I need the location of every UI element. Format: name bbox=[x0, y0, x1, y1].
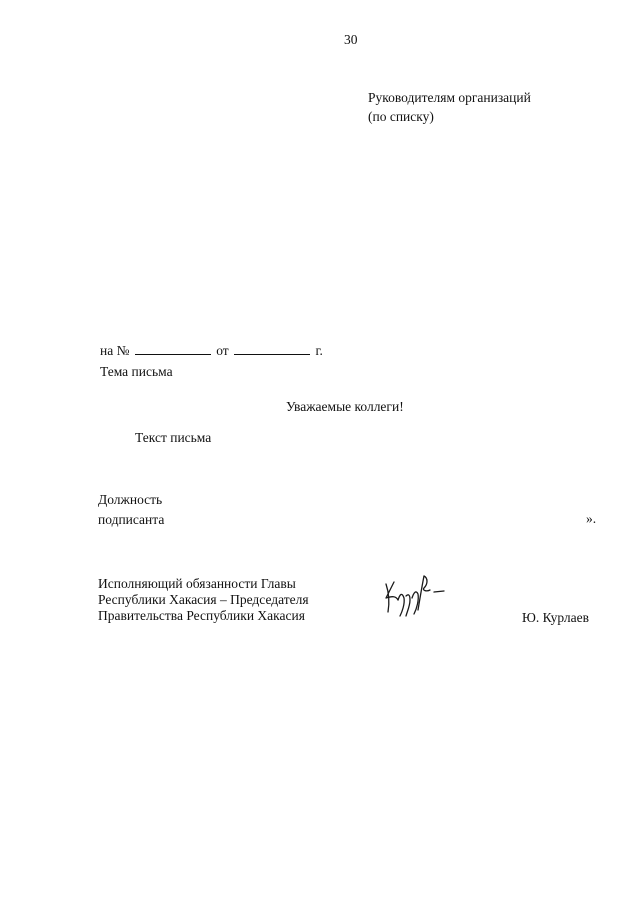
signer-title bbox=[98, 576, 309, 624]
signatory-position bbox=[98, 490, 164, 530]
handwritten-signature bbox=[380, 572, 460, 622]
position-line: подписанта bbox=[98, 512, 165, 527]
letter-body: Текст письма bbox=[135, 430, 212, 445]
addressee-note: (по списку) bbox=[368, 109, 434, 124]
signer-title-line: Исполняющий обязанности Главы bbox=[98, 576, 296, 591]
signer-title-line: Правительства Республики Хакасия bbox=[98, 608, 305, 623]
addressee-line: Руководителям организаций bbox=[368, 90, 531, 105]
reference-year-suffix: г. bbox=[315, 343, 323, 358]
reference-from: от bbox=[216, 343, 229, 358]
signer-name: Ю. Курлаев bbox=[522, 610, 590, 625]
signer-title-line: Республики Хакасия – Председателя bbox=[98, 592, 309, 607]
reference-date-blank bbox=[234, 342, 310, 355]
reference-line bbox=[100, 342, 323, 359]
page-number: 30 bbox=[344, 32, 358, 47]
letter-subject: Тема письма bbox=[100, 364, 173, 379]
closing-quote: ». bbox=[586, 511, 597, 526]
addressee-block bbox=[368, 88, 531, 126]
position-line: Должность bbox=[98, 492, 163, 507]
reference-number-blank bbox=[135, 342, 211, 355]
salutation: Уважаемые коллеги! bbox=[286, 399, 404, 414]
reference-prefix: на № bbox=[100, 343, 130, 358]
